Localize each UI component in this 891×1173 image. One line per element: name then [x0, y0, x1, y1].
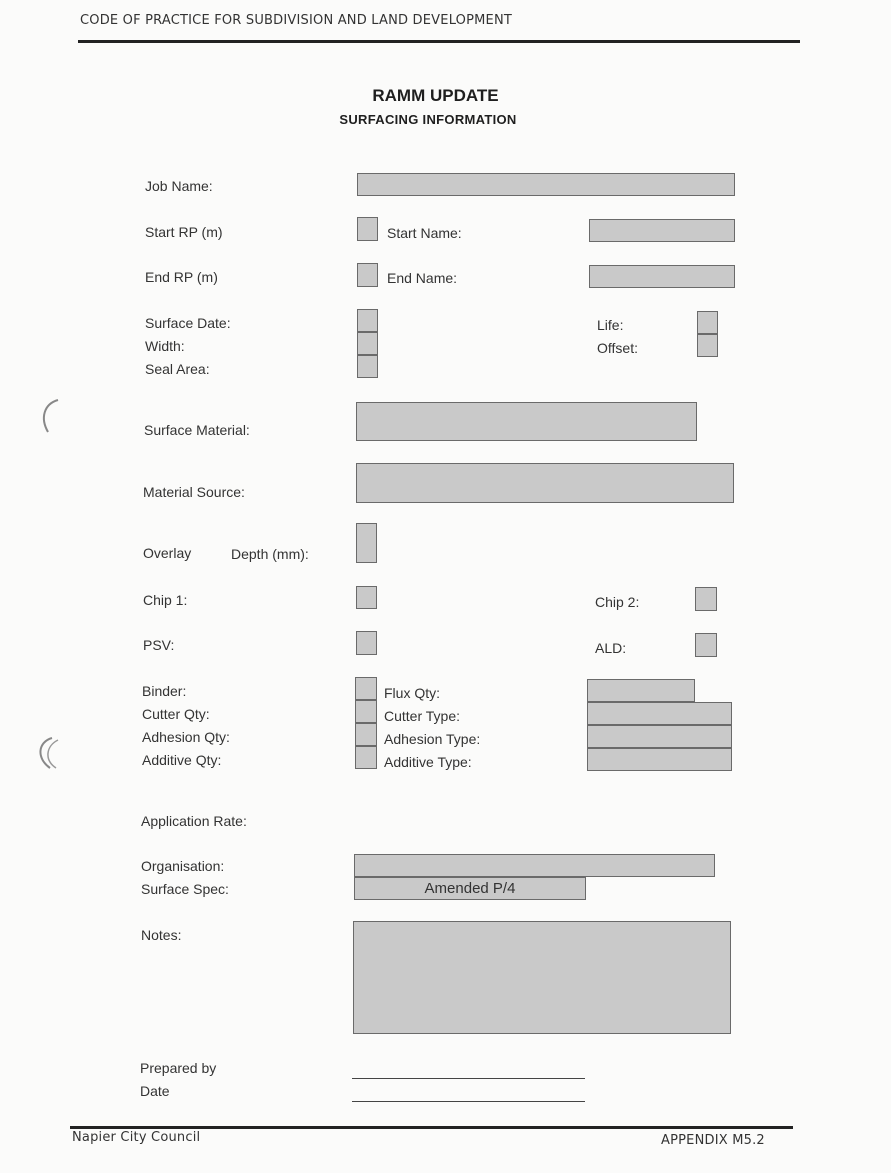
cutter-type-label: Cutter Type: [384, 708, 461, 724]
ald-field[interactable] [695, 633, 717, 657]
notes-label: Notes: [141, 927, 182, 943]
organisation-label: Organisation: [141, 858, 225, 874]
psv-label: PSV: [143, 637, 175, 653]
binder-field[interactable] [355, 677, 377, 700]
depth-label: Depth (mm): [231, 546, 309, 562]
form-subtitle: SURFACING INFORMATION [339, 112, 517, 127]
footer-council: Napier City Council [72, 1130, 201, 1145]
surface-material-field[interactable] [356, 402, 697, 441]
overlay-depth-field[interactable] [356, 523, 377, 563]
additive-type-label: Additive Type: [384, 754, 472, 770]
binder-label: Binder: [142, 683, 187, 699]
punch-hole-mark-icon [30, 732, 64, 772]
flux-qty-field[interactable] [587, 679, 695, 702]
offset-field[interactable] [697, 334, 718, 357]
adhesion-qty-label: Adhesion Qty: [142, 729, 230, 745]
seal-area-label: Seal Area: [145, 361, 210, 377]
header-rule [78, 40, 800, 43]
life-label: Life: [597, 317, 624, 333]
end-name-label: End Name: [387, 270, 458, 286]
offset-label: Offset: [597, 340, 638, 356]
overlay-label: Overlay [143, 545, 192, 561]
adhesion-type-field[interactable] [587, 725, 732, 748]
chip2-label: Chip 2: [595, 594, 640, 610]
adhesion-type-label: Adhesion Type: [384, 731, 481, 747]
width-label: Width: [145, 338, 185, 354]
cutter-type-field[interactable] [587, 702, 732, 725]
surface-material-label: Surface Material: [144, 422, 250, 438]
form-title: RAMM UPDATE [372, 86, 499, 105]
date-label: Date [140, 1083, 170, 1099]
flux-qty-label: Flux Qty: [384, 685, 441, 701]
chip1-label: Chip 1: [143, 592, 188, 608]
material-source-label: Material Source: [143, 484, 245, 500]
start-name-label: Start Name: [387, 225, 462, 241]
start-name-field[interactable] [589, 219, 735, 242]
date-line[interactable] [352, 1101, 585, 1102]
punch-hole-mark-icon [34, 396, 64, 436]
surface-spec-field[interactable] [354, 877, 586, 900]
life-field[interactable] [697, 311, 718, 334]
surface-date-field[interactable] [357, 309, 378, 332]
chip2-field[interactable] [695, 587, 717, 611]
end-name-field[interactable] [589, 265, 735, 288]
footer-rule [70, 1126, 793, 1129]
additive-qty-field[interactable] [355, 746, 377, 769]
width-field[interactable] [357, 332, 378, 355]
cutter-qty-label: Cutter Qty: [142, 706, 210, 722]
application-rate-label: Application Rate: [141, 813, 247, 829]
end-rp-label: End RP (m) [145, 269, 218, 285]
job-name-field[interactable] [357, 173, 735, 196]
prepared-by-line[interactable] [352, 1078, 585, 1079]
start-rp-field[interactable] [357, 217, 378, 241]
adhesion-qty-field[interactable] [355, 723, 377, 746]
job-name-label: Job Name: [145, 178, 213, 194]
additive-type-field[interactable] [587, 748, 732, 771]
document-header: CODE OF PRACTICE FOR SUBDIVISION AND LAND DEVELOPMENT [80, 13, 513, 28]
prepared-by-label: Prepared by [140, 1060, 217, 1076]
surface-date-label: Surface Date: [145, 315, 231, 331]
footer-appendix: APPENDIX M5.2 [661, 1133, 765, 1148]
additive-qty-label: Additive Qty: [142, 752, 222, 768]
cutter-qty-field[interactable] [355, 700, 377, 723]
notes-field[interactable] [353, 921, 731, 1034]
material-source-field[interactable] [356, 463, 734, 503]
start-rp-label: Start RP (m) [145, 224, 223, 240]
psv-field[interactable] [356, 631, 377, 655]
seal-area-field[interactable] [357, 355, 378, 378]
organisation-field[interactable] [354, 854, 715, 877]
surface-spec-label: Surface Spec: [141, 881, 229, 897]
ald-label: ALD: [595, 640, 627, 656]
chip1-field[interactable] [356, 586, 377, 609]
end-rp-field[interactable] [357, 263, 378, 287]
surface-spec-value: Amended P/4 [424, 880, 516, 897]
